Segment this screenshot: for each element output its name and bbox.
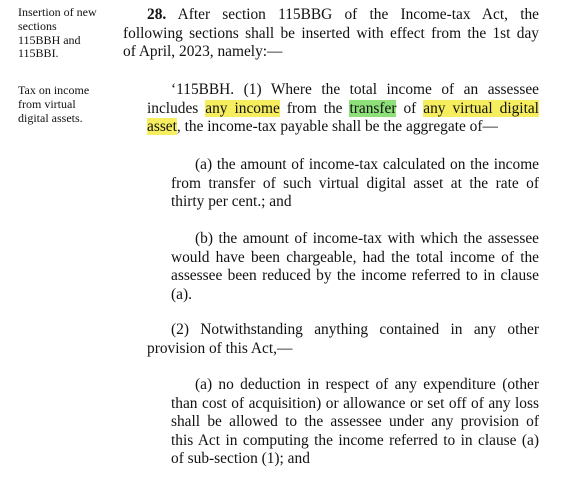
text-line: (b) the amount of income-tax with which the assessee — [195, 230, 539, 247]
text-line: of April, 2023, namely:— — [123, 43, 283, 61]
text-line: (a). — [171, 285, 192, 303]
margin-note-tax-on-vda — [18, 84, 118, 125]
subsection-2-clause-a-paragraph — [171, 376, 539, 469]
text-line — [123, 6, 539, 25]
text-line: would have been chargeable, had the total income of the — [171, 248, 539, 266]
text-fragment: , the income-tax payable shall be the aggregate of— — [176, 118, 498, 136]
margin-note-line: 115BBI. — [18, 46, 59, 61]
text-line: than cost of acquisition) or allowance or set off of any loss — [171, 394, 539, 412]
margin-note-insertion — [18, 6, 118, 61]
section-28-paragraph — [123, 6, 539, 62]
margin-note-line: sections — [18, 18, 57, 33]
clause-a-paragraph — [171, 156, 539, 212]
text-fragment: from the — [286, 99, 343, 117]
subsection-2-paragraph — [147, 321, 539, 358]
margin-note-line: Tax on income — [18, 83, 90, 97]
text-line — [147, 100, 539, 119]
section-text: After section 115BBG of the Income-tax Act, the — [177, 6, 539, 23]
text-line: (a) the amount of income-tax calculated on the income — [195, 156, 539, 173]
text-line: (2) Notwithstanding anything contained in any other — [171, 321, 539, 338]
margin-note-line: from virtual — [18, 96, 76, 111]
text-line: following sections shall be inserted with effect from the 1st day — [123, 24, 539, 42]
margin-note-line: 115BBH and — [18, 32, 81, 47]
clause-b-paragraph — [171, 230, 539, 304]
section-115bbh-paragraph — [147, 81, 539, 137]
text-line: thirty per cent.; and — [171, 193, 292, 211]
margin-note-line: Insertion of new — [18, 5, 97, 19]
text-line: from transfer of such virtual digital asset at the rate of — [171, 174, 539, 192]
text-line: (a) no deduction in respect of any expenditure (other — [195, 376, 539, 393]
margin-note-line: digital assets. — [18, 110, 83, 125]
text-line: assessee been reduced by the income referred to in clause — [171, 267, 539, 285]
text-line: this Act in computing the income referred to in clause (a) — [171, 431, 539, 449]
text-fragment: of — [403, 99, 417, 117]
text-line: of sub-section (1); and — [171, 450, 310, 468]
text-line: shall be allowed to the assessee under any provision of — [171, 413, 539, 431]
text-fragment: includes — [147, 99, 199, 117]
text-line — [147, 118, 539, 137]
text-line: ‘115BBH. (1) Where the total income of an assessee — [171, 81, 539, 98]
highlight-asset[interactable]: asset — [147, 118, 177, 136]
highlight-any-income[interactable]: any income — [205, 99, 280, 117]
highlight-any-virtual-digital[interactable]: any virtual digital — [423, 99, 539, 117]
text-line: provision of this Act,— — [147, 339, 293, 357]
section-number: 28. — [147, 6, 167, 23]
highlight-transfer[interactable]: transfer — [349, 99, 397, 117]
